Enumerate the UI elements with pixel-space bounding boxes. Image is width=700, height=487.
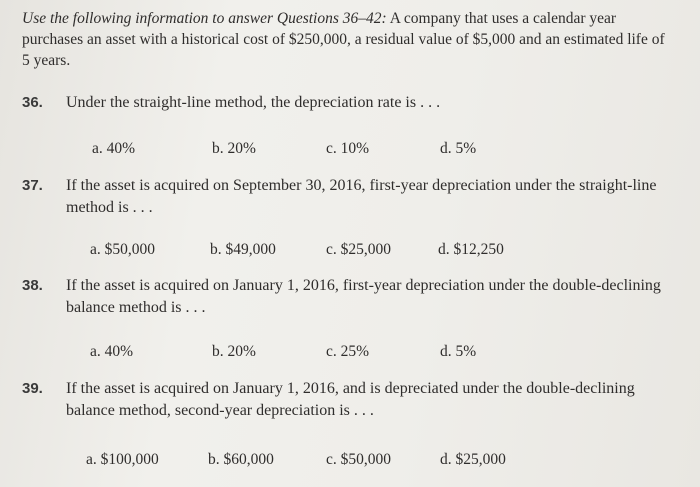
option-c: c. $25,000 [326, 241, 392, 258]
option-a: a. $50,000 [90, 241, 156, 258]
question-text: Under the straight-line method, the depreciation rate is . . . [66, 94, 441, 111]
intro-body: A company that uses a calendar year purchases an asset with a historical cost of $250,000, a residual value of $5,000 and an estimated life of 5 years. [22, 10, 665, 69]
intro-lead: Use the following information to answer Questions 36–42: [22, 10, 387, 27]
option-c: c. $50,000 [326, 451, 392, 468]
option-b: b. $49,000 [210, 241, 276, 258]
question-number: 39. [22, 380, 43, 397]
option-a: a. $100,000 [86, 451, 159, 468]
option-a: a. 40% [90, 343, 134, 360]
intro-paragraph [22, 8, 672, 71]
question-number: 37. [22, 177, 43, 194]
question-text: If the asset is acquired on September 30, 2016, first-year depreciation under the straight-line method is . . . [66, 177, 657, 216]
option-b: b. $60,000 [208, 451, 274, 468]
option-d: d. $25,000 [440, 451, 506, 468]
question-text: If the asset is acquired on January 1, 2016, and is depreciated under the double-declining balance method, second-year depreciation is . . . [66, 380, 635, 419]
option-b: b. 20% [212, 140, 256, 157]
option-a: a. 40% [92, 140, 136, 157]
question-number: 38. [22, 277, 43, 294]
question-37 [22, 175, 677, 219]
question-39 [22, 378, 677, 422]
option-d: d. $12,250 [438, 241, 504, 258]
question-number: 36. [22, 94, 43, 111]
question-36 [22, 92, 677, 114]
question-text: If the asset is acquired on January 1, 2016, first-year depreciation under the double-declining balance method is . . . [66, 277, 661, 316]
option-c: c. 10% [326, 140, 370, 157]
option-d: d. 5% [440, 140, 477, 157]
question-38 [22, 275, 677, 319]
option-d: d. 5% [440, 343, 477, 360]
option-c: c. 25% [326, 343, 370, 360]
option-b: b. 20% [212, 343, 256, 360]
